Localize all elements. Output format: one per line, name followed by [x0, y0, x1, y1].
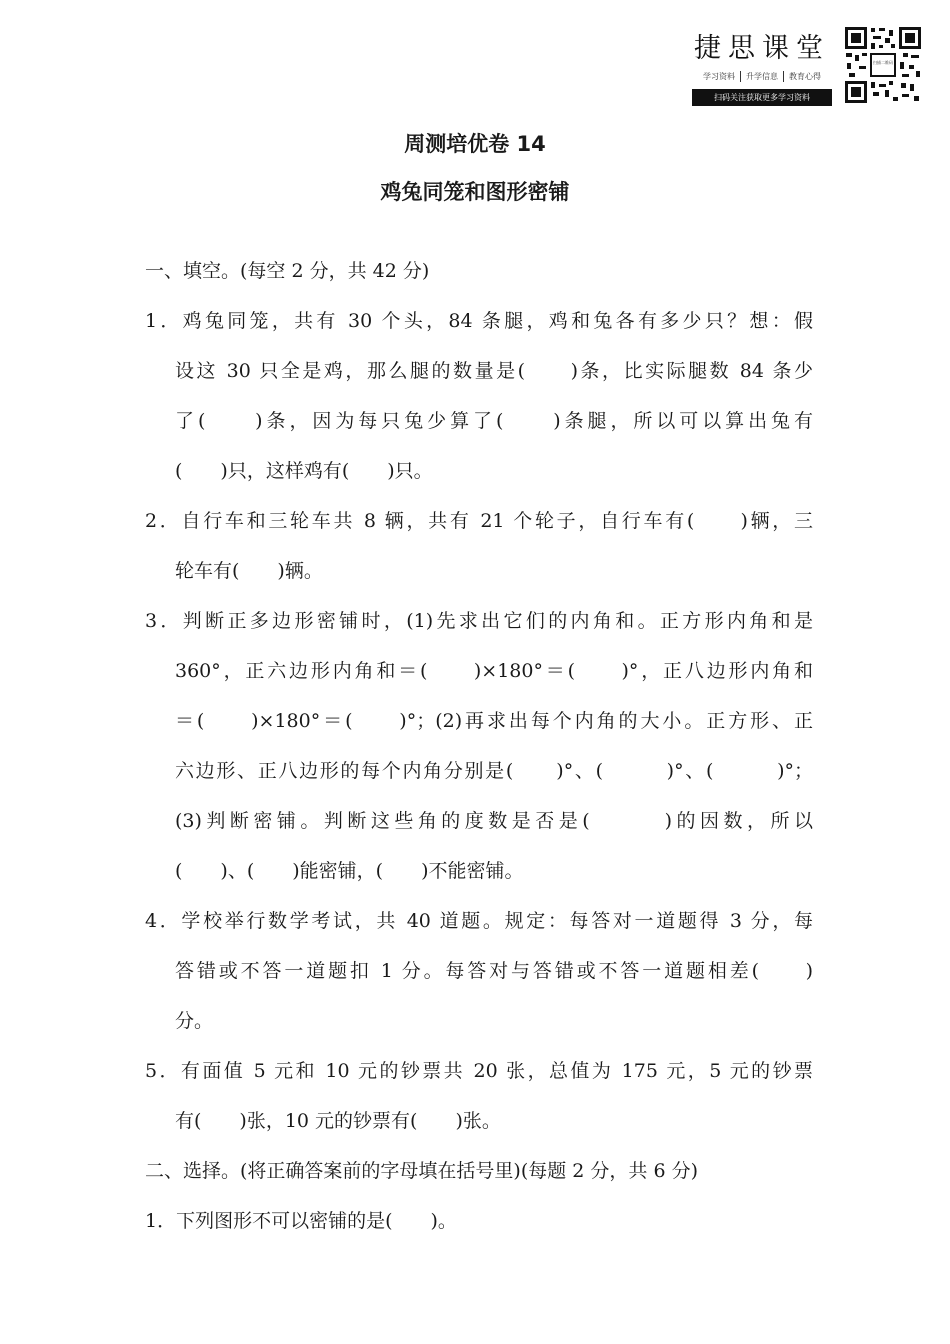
qr-label: 扫描二维码 — [873, 60, 893, 65]
question-line: 六边形、正八边形的每个内角分别是( )°、( )°、( )°； — [175, 760, 813, 782]
question-line: ＝( )×180°＝( )°；(2)再求出每个内角的大小。正方形、正 — [175, 710, 813, 732]
brand-tag: 教育心得 — [783, 71, 826, 82]
brand-tags — [692, 71, 832, 82]
question-line: 2．自行车和三轮车共 8 辆，共有 21 个轮子，自行车有( )辆，三 — [145, 510, 813, 532]
question-line: ( )只，这样鸡有( )只。 — [175, 460, 433, 482]
question-line: 1．鸡兔同笼，共有 30 个头，84 条腿，鸡和兔各有多少只？想：假 — [145, 310, 813, 332]
section-heading: 二、选择。(将正确答案前的字母填在括号里)(每题 2 分，共 6 分) — [145, 1160, 698, 1182]
question-content — [145, 246, 813, 1246]
question-line: ( )、( )能密铺，( )不能密铺。 — [175, 860, 524, 882]
question-line: 了( )条，因为每只兔少算了( )条腿，所以可以算出兔有 — [175, 410, 813, 432]
page-title: 周测培优卷 14 — [404, 132, 546, 156]
qr-code-icon — [844, 26, 922, 104]
question-line: 4．学校举行数学考试，共 40 道题。规定：每答对一道题得 3 分，每 — [145, 910, 813, 932]
brand-slogan: 扫码关注获取更多学习资料 — [692, 89, 832, 106]
question-line: 5．有面值 5 元和 10 元的钞票共 20 张，总值为 175 元，5 元的钞票 — [145, 1060, 813, 1082]
brand-name: 捷思课堂 — [694, 33, 830, 64]
brand-tag: 学习资料 — [703, 72, 735, 81]
question-line: 轮车有( )辆。 — [175, 560, 323, 582]
page-subtitle: 鸡兔同笼和图形密铺 — [380, 180, 570, 204]
brand-tag: 升学信息 — [740, 71, 783, 82]
section-heading: 一、填空。(每空 2 分，共 42 分) — [145, 260, 430, 282]
question-line: 答错或不答一道题扣 1 分。每答对与答错或不答一道题相差( ) — [175, 960, 813, 982]
question-line: 设这 30 只全是鸡，那么腿的数量是( )条，比实际腿数 84 条少 — [175, 360, 813, 382]
question-line: 1．下列图形不可以密铺的是( )。 — [145, 1210, 457, 1232]
question-line: 3．判断正多边形密铺时，(1)先求出它们的内角和。正方形内角和是 — [145, 610, 813, 632]
question-line: 分。 — [175, 1010, 214, 1032]
question-line: 有( )张，10 元的钞票有( )张。 — [175, 1110, 501, 1132]
question-line: 360°，正六边形内角和＝( )×180°＝( )°，正八边形内角和 — [175, 660, 813, 682]
brand-logo — [692, 26, 832, 106]
question-line: (3)判断密铺。判断这些角的度数是否是( )的因数，所以 — [175, 810, 813, 832]
